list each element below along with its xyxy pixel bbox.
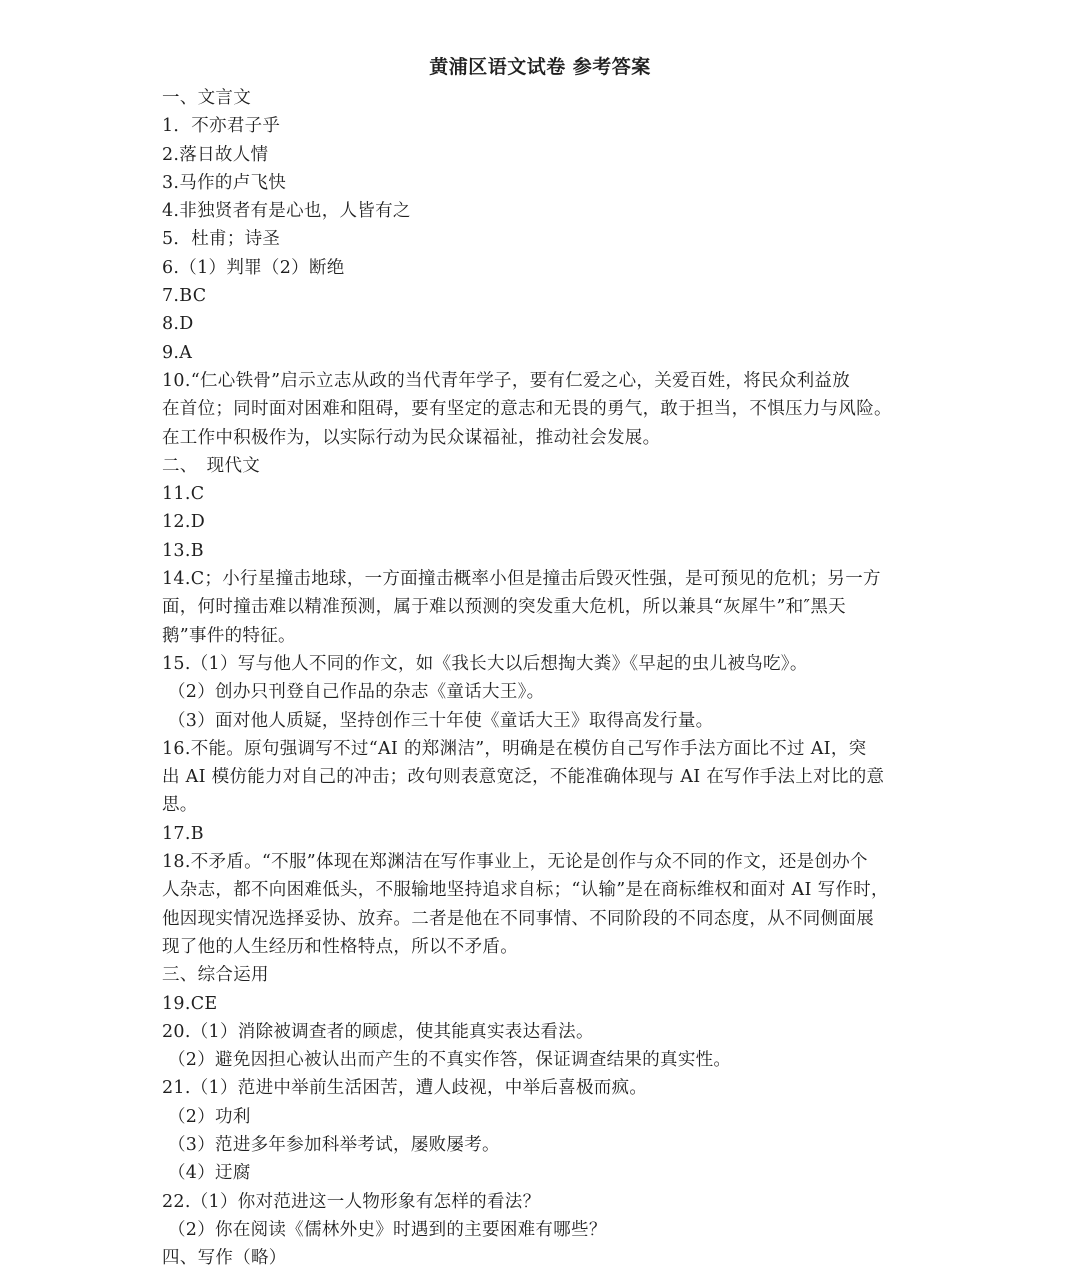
answer-line: 出 AI 模仿能力对自己的冲击；改句则表意宽泛，不能准确体现与 AI 在写作手法上对比的意 [162,767,885,788]
answer-line: 10.“仁心铁骨”启示立志从政的当代青年学子，要有仁爱之心，关爱百姓，将民众利益放 [162,370,851,391]
answer-line: （4）迂腐 [168,1163,251,1184]
answer-line: 21.（1）范进中举前生活困苦，遭人歧视，中举后喜极而疯。 [162,1078,648,1099]
answer-line: 11.C [162,484,205,505]
answer-line: 2.落日故人情 [162,144,269,165]
answer-line: 16.不能。原句强调写不过“AI 的郑渊洁”，明确是在模仿自己写作手法方面比不过 AI，突 [162,738,867,759]
answer-line: 5．杜甫；诗圣 [162,229,281,250]
answer-line: 12.D [162,512,206,533]
answer-line: 6.（1）判罪（2）断绝 [162,257,345,278]
answer-line: （2）避免因担心被认出而产生的不真实作答，保证调查结果的真实性。 [168,1050,732,1071]
answer-line: 在工作中积极作为，以实际行动为民众谋福祉，推动社会发展。 [162,427,661,448]
answer-line: 4.非独贤者有是心也，人皆有之 [162,201,411,222]
answer-line: 8.D [162,314,194,335]
answer-line: 他因现实情况选择妥协、放弃。二者是他在不同事情、不同阶段的不同态度，从不同侧面展 [162,908,874,929]
answer-line: 人杂志，都不向困难低头，不服输地坚持追求自标；“认输”是在商标维权和面对 AI 写作时， [162,880,889,901]
answer-line: 四、写作（略） [162,1248,287,1269]
answer-list [162,84,922,1272]
answer-line: 14.C；小行星撞击地球，一方面撞击概率小但是撞击后毁灭性强，是可预见的危机；另一方 [162,569,881,590]
answer-line: 20.（1）消除被调查者的顾虑，使其能真实表达看法。 [162,1021,594,1042]
answer-line: 19.CE [162,993,218,1014]
answer-line: 思。 [162,795,198,816]
answer-line: 一、文言文 [162,88,251,108]
answer-line: （2）你在阅读《儒林外史》时遇到的主要困难有哪些？ [168,1219,607,1240]
answer-line: 13.B [162,540,204,561]
answer-line: 17.B [162,823,204,844]
answer-line: 22.（1）你对范进这一人物形象有怎样的看法？ [162,1191,541,1212]
page-title: 黄浦区语文试卷 参考答案 [429,56,651,78]
answer-line: 面，何时撞击难以精准预测，属于难以预测的突发重大危机，所以兼具“灰犀牛”和″黑天 [162,597,846,618]
answer-line: （3）范进多年参加科举考试，屡败屡考。 [168,1134,500,1155]
answer-line: 现了他的人生经历和性格特点，所以不矛盾。 [162,936,518,957]
answer-line: 在首位；同时面对困难和阻碍，要有坚定的意志和无畏的勇气，敢于担当，不惧压力与风险。 [162,399,892,420]
answer-line: 18.不矛盾。“不服”体现在郑渊洁在写作事业上，无论是创作与众不同的作文，还是创办个 [162,852,868,873]
answer-line: （2）创办只刊登自己作品的杂志《童话大王》。 [168,682,545,703]
answer-line: 三、综合运用 [162,965,269,986]
answer-line: （2）功利 [168,1106,251,1127]
answer-line: 二、 现代文 [162,455,261,476]
answer-line: （3）面对他人质疑，坚持创作三十年使《童话大王》取得高发行量。 [168,710,714,731]
answer-line: 15.（1）写与他人不同的作文，如《我长大以后想掏大粪》《早起的虫儿被鸟吃》。 [162,653,808,674]
answer-line: 9.A [162,342,193,363]
answer-line: 7.BC [162,286,207,307]
answer-line: 鹅”事件的特征。 [162,625,296,646]
answer-line: 3.马作的卢飞快 [162,172,287,193]
answer-line: 1．不亦君子乎 [162,116,281,137]
